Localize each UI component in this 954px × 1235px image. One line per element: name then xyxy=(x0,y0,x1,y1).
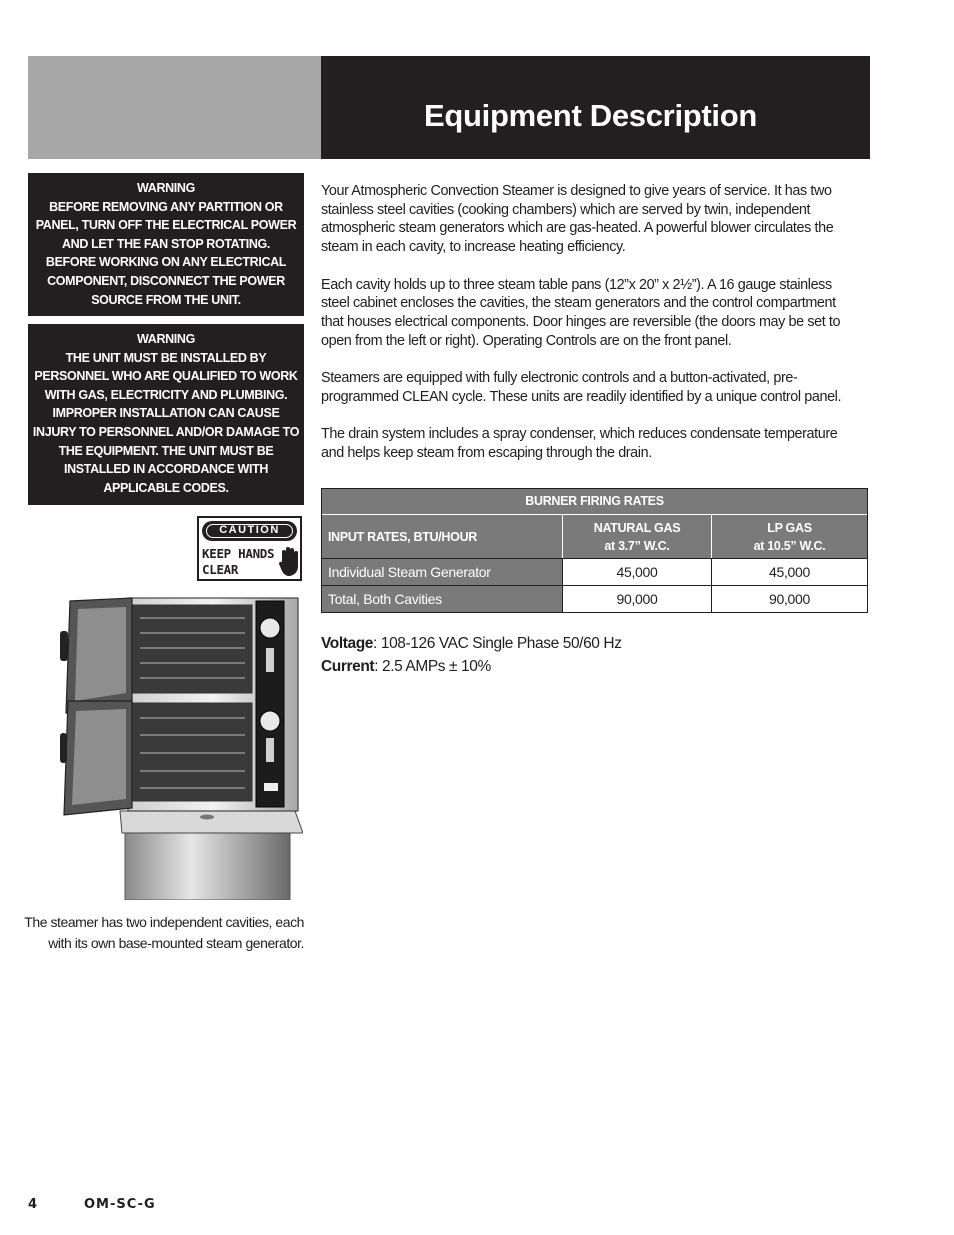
table-caption: BURNER FIRING RATES xyxy=(322,489,867,514)
row-label: Individual Steam Generator xyxy=(322,559,562,585)
warning-text: WITH GAS, ELECTRICITY AND PLUMBING. xyxy=(44,387,288,402)
photo-caption xyxy=(20,912,304,954)
warning-box-installation xyxy=(28,324,304,505)
table-header-row xyxy=(322,514,867,558)
page-footer xyxy=(28,1197,156,1212)
electrical-specs xyxy=(321,632,622,678)
caption-line: with its own base-mounted steam generator. xyxy=(48,935,304,951)
text-line: that houses electrical components. Door hinges are reversible (the doors may be set to xyxy=(321,313,841,330)
text-line: Your Atmospheric Convection Steamer is designed to give years of service. It has two xyxy=(321,183,832,199)
voltage-value: : 108-126 VAC Single Phase 50/60 Hz xyxy=(373,635,622,652)
document-code: OM-SC-G xyxy=(84,1197,156,1212)
warning-text: BEFORE WORKING ON ANY ELECTRICAL xyxy=(45,255,287,270)
warning-text: THE UNIT MUST BE INSTALLED BY xyxy=(65,350,267,365)
table-row xyxy=(322,558,867,585)
warning-text: AND LET THE FAN STOP ROTATING. xyxy=(61,236,271,251)
caution-line: KEEP HANDS xyxy=(202,546,275,561)
column-header-input-rates: INPUT RATES, BTU/HOUR xyxy=(328,529,478,544)
text-line: and helps keep steam from escaping through the drain. xyxy=(321,444,652,461)
header-line: NATURAL GAS xyxy=(593,520,681,535)
text-line: steel cabinet encloses the cavities, the steam generators and the control compartment xyxy=(321,295,836,312)
steamer-photo xyxy=(60,593,303,900)
cell-lp-gas: 45,000 xyxy=(711,559,867,585)
caution-pill xyxy=(202,521,297,541)
header-gray-bar xyxy=(28,56,321,159)
header-line: LP GAS xyxy=(767,520,812,535)
warning-text: BEFORE REMOVING ANY PARTITION OR xyxy=(49,199,283,214)
warning-text: PERSONNEL WHO ARE QUALIFIED TO WORK xyxy=(34,369,298,384)
text-line: The drain system includes a spray condenser, which reduces condensate temperature xyxy=(321,426,838,443)
warning-box-power xyxy=(28,173,304,316)
current-value: : 2.5 AMPs ± 10% xyxy=(374,658,491,675)
text-line: Each cavity holds up to three steam table pans (12”x 20” x 2½”). A 16 gauge stainless xyxy=(321,276,832,293)
description-text xyxy=(321,182,873,481)
text-line: programmed CLEAN cycle. These units are readily identified by a unique control panel. xyxy=(321,388,842,405)
current-label: Current xyxy=(321,658,375,675)
cell-natural-gas: 45,000 xyxy=(562,559,711,585)
caution-label xyxy=(197,516,302,581)
column-header-lp-gas xyxy=(711,515,867,558)
current-spec xyxy=(321,655,622,678)
page-title: Equipment Description xyxy=(424,98,758,133)
warning-text: COMPONENT, DISCONNECT THE POWER xyxy=(47,273,285,288)
caution-title: CAUTION xyxy=(206,524,293,538)
voltage-label: Voltage xyxy=(321,635,374,652)
paragraph xyxy=(321,182,873,257)
hand-icon xyxy=(279,546,299,578)
cell-natural-gas: 90,000 xyxy=(562,586,711,612)
header-line: at 3.7” W.C. xyxy=(604,538,670,553)
text-line: atmospheric steam generators which are gas-heated. A powerful blower circulates the xyxy=(321,220,834,237)
burner-firing-rates-table xyxy=(321,488,868,613)
row-label: Total, Both Cavities xyxy=(322,586,562,612)
paragraph xyxy=(321,425,873,462)
warning-text: THE EQUIPMENT. THE UNIT MUST BE xyxy=(58,443,274,458)
caption-line: The steamer has two independent cavities, each xyxy=(24,914,304,930)
warning-text: INJURY TO PERSONNEL AND/OR DAMAGE TO xyxy=(32,424,300,439)
cell-lp-gas: 90,000 xyxy=(711,586,867,612)
caution-text xyxy=(202,546,274,577)
warning-heading: WARNING xyxy=(137,181,195,195)
text-line: steam in each cavity, to increase heating efficiency. xyxy=(321,239,626,256)
warning-heading: WARNING xyxy=(137,332,195,346)
text-line: stainless steel cavities (cooking chambers) which are served by twin, independent xyxy=(321,201,811,218)
warning-text: APPLICABLE CODES. xyxy=(103,480,229,495)
caution-line: CLEAR xyxy=(202,561,239,577)
table-row xyxy=(322,585,867,612)
header-title-bar xyxy=(321,56,870,159)
warning-text: IMPROPER INSTALLATION CAN CAUSE xyxy=(52,406,280,421)
header-line: at 10.5” W.C. xyxy=(753,538,826,553)
warning-text: SOURCE FROM THE UNIT. xyxy=(91,292,241,307)
warning-text: PANEL, TURN OFF THE ELECTRICAL POWER xyxy=(35,218,297,233)
text-line: Steamers are equipped with fully electronic controls and a button-activated, pre- xyxy=(321,370,798,386)
paragraph xyxy=(321,369,873,406)
text-line: open from the left or right). Operating Controls are on the front panel. xyxy=(321,332,732,349)
warning-text: INSTALLED IN ACCORDANCE WITH xyxy=(63,462,269,477)
voltage-spec xyxy=(321,632,622,655)
paragraph xyxy=(321,276,873,351)
page-number: 4 xyxy=(28,1197,39,1212)
column-header-natural-gas xyxy=(562,515,711,558)
